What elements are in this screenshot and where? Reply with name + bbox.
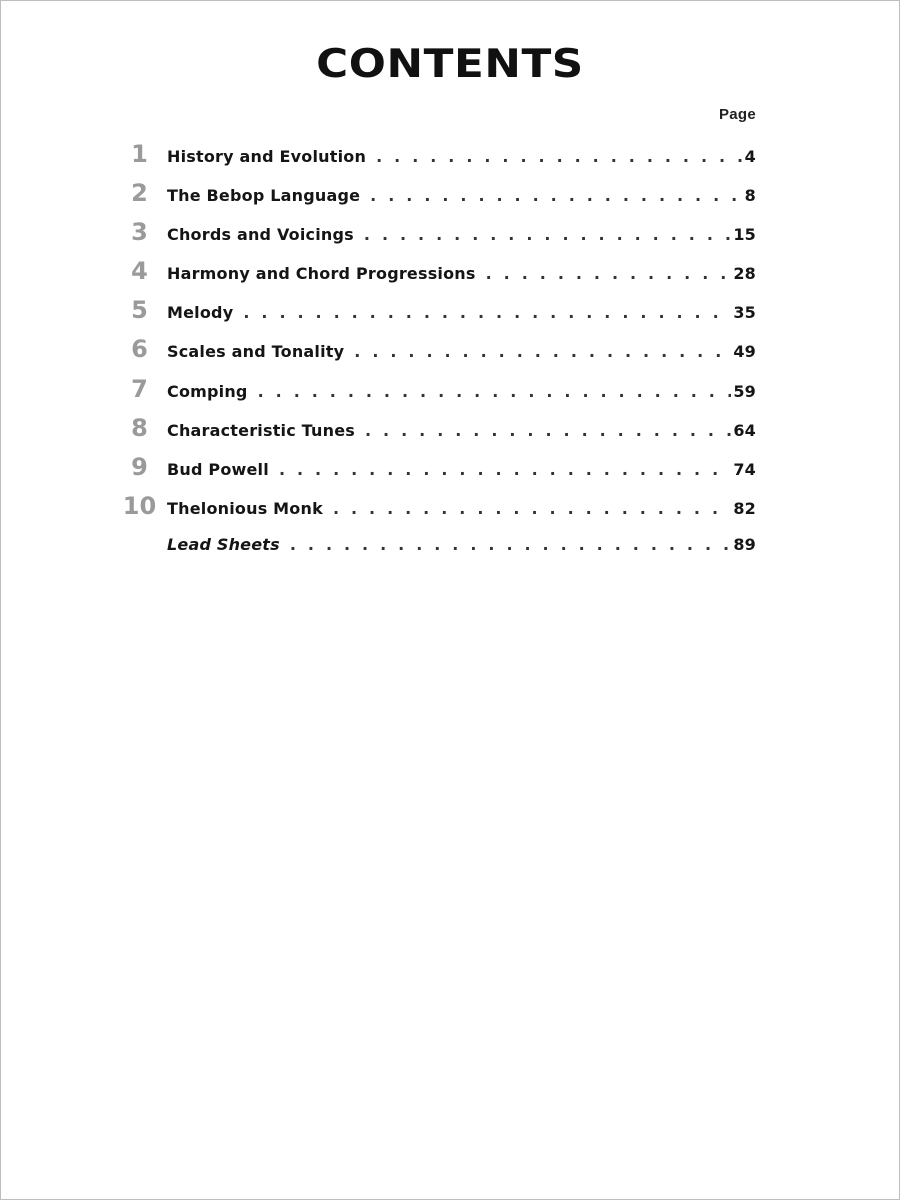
chapter-number: 5 xyxy=(131,296,148,325)
dot-leader xyxy=(376,139,743,175)
dot-leader xyxy=(333,491,731,527)
page-number: 15 xyxy=(733,225,756,245)
chapter-title: Chords and Voicings xyxy=(167,225,354,245)
page-column-header: Page xyxy=(718,106,756,123)
chapter-number: 9 xyxy=(131,452,148,481)
dot-leader xyxy=(365,413,731,449)
toc-entry[interactable] xyxy=(112,410,756,449)
chapter-title: Thelonious Monk xyxy=(167,498,323,518)
dot-leader xyxy=(364,217,731,253)
chapter-number: 8 xyxy=(131,413,148,442)
dot-leader xyxy=(279,452,731,488)
chapter-number: 6 xyxy=(131,335,148,364)
chapter-title: Melody xyxy=(167,303,234,323)
page-number: 59 xyxy=(733,381,756,401)
toc-entry[interactable] xyxy=(112,175,756,214)
chapter-title: Comping xyxy=(167,381,248,401)
dot-leader xyxy=(258,374,732,410)
page-number: 28 xyxy=(733,264,756,284)
page-number: 4 xyxy=(744,147,756,166)
chapter-title: History and Evolution xyxy=(167,147,367,166)
page-number: 74 xyxy=(733,459,756,479)
chapter-title: Characteristic Tunes xyxy=(167,420,355,440)
toc-entry[interactable] xyxy=(112,253,756,292)
dot-leader xyxy=(370,178,742,214)
page-title: CONTENTS xyxy=(316,42,584,87)
toc-entry[interactable] xyxy=(112,488,756,527)
chapter-number: 7 xyxy=(131,374,148,403)
chapter-title: Harmony and Chord Progressions xyxy=(167,264,476,284)
chapter-number: 10 xyxy=(122,491,157,520)
dot-leader xyxy=(290,527,731,563)
chapter-title: The Bebop Language xyxy=(167,186,361,206)
chapter-number: 4 xyxy=(131,257,148,286)
chapter-number: 3 xyxy=(131,218,148,247)
page-number: 8 xyxy=(744,186,756,206)
toc-entry[interactable] xyxy=(112,214,756,253)
toc-entry[interactable] xyxy=(112,449,756,488)
chapter-number: 1 xyxy=(131,140,148,168)
toc-entry[interactable] xyxy=(112,371,756,410)
toc-entry[interactable] xyxy=(112,331,756,370)
page-number: 49 xyxy=(733,342,756,362)
toc-entry[interactable] xyxy=(112,136,756,175)
page-number: 64 xyxy=(733,420,756,440)
dot-leader xyxy=(243,295,731,331)
page-number: 35 xyxy=(733,303,756,323)
dot-leader xyxy=(486,256,732,292)
chapter-number: 2 xyxy=(131,179,148,208)
dot-leader xyxy=(354,334,731,370)
chapter-title: Scales and Tonality xyxy=(167,342,345,362)
chapter-title: Bud Powell xyxy=(167,459,269,479)
toc-entry-lead-sheets[interactable] xyxy=(112,527,756,566)
chapter-title: Lead Sheets xyxy=(167,534,280,554)
table-of-contents xyxy=(112,136,756,566)
page-number: 82 xyxy=(733,498,756,518)
page-number: 89 xyxy=(733,534,756,554)
toc-entry[interactable] xyxy=(112,292,756,331)
